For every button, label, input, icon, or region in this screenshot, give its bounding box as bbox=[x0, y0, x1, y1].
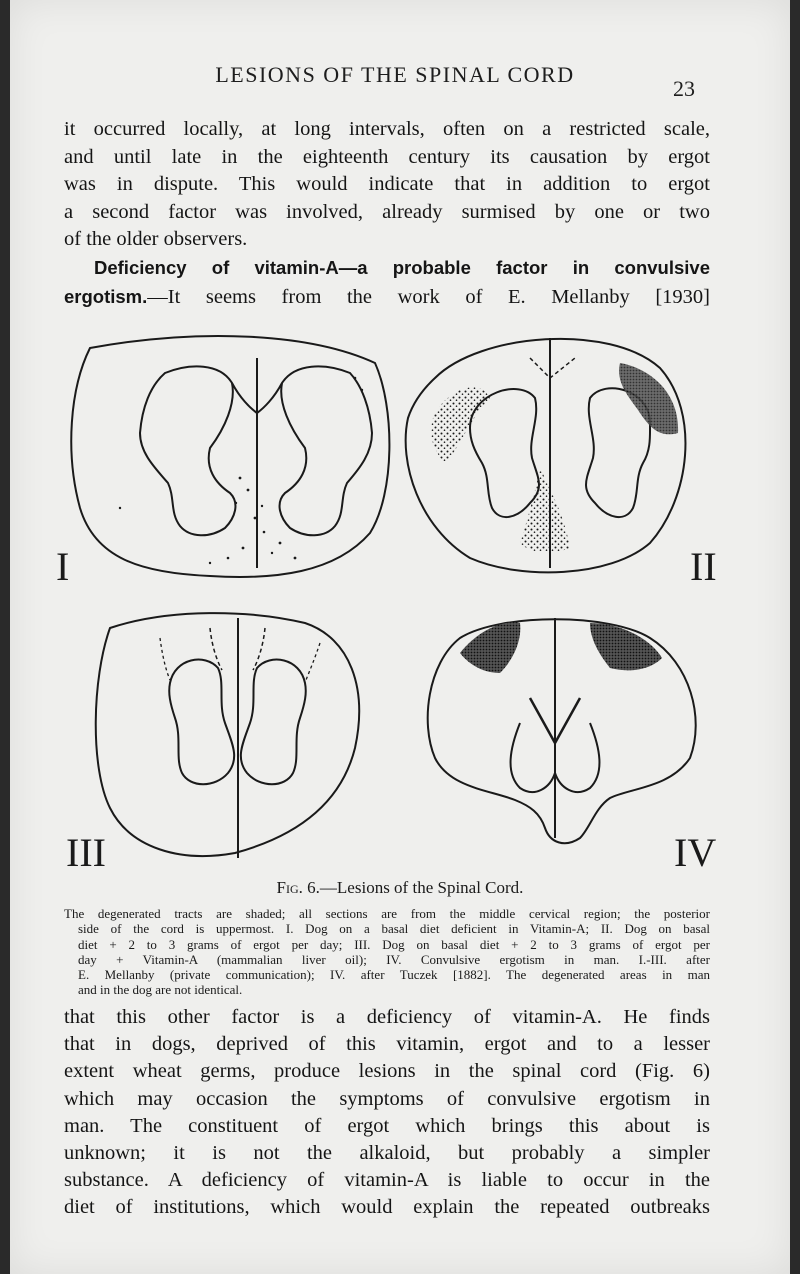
figure-number: Fig. 6. bbox=[276, 878, 320, 897]
section-iv-lesion-right bbox=[590, 623, 662, 670]
figure-caption-body bbox=[64, 906, 710, 998]
label-ii: II bbox=[690, 544, 717, 589]
figure-caption-title bbox=[10, 878, 790, 898]
text-line: it occurred locally, at long intervals, often on a restricted scale, bbox=[64, 118, 710, 140]
section-heading-end: ergotism. bbox=[64, 285, 148, 307]
section-iv-lesion-left bbox=[460, 622, 520, 673]
text-line: a second factor was involved, already surmised by one or two bbox=[64, 200, 710, 223]
figure-spinal-cord-sections bbox=[50, 318, 730, 878]
figure-drawing bbox=[50, 318, 730, 878]
text-line: unknown; it is not the alkaloid, but probably a simpler bbox=[64, 1142, 710, 1165]
section-ii-lesion-left bbox=[431, 387, 490, 463]
text-line: extent wheat germs, produce lesions in the spinal cord (Fig. 6) bbox=[64, 1060, 710, 1083]
caption-line: diet + 2 to 3 grams of ergot per day; III. Dog on basal diet + 2 to 3 grams of ergot per bbox=[78, 936, 710, 952]
text-line: was in dispute. This would indicate that in addition to ergot bbox=[64, 173, 710, 196]
section-ii-lesion-right bbox=[619, 363, 678, 434]
caption-line: The degenerated tracts are shaded; all sections are from the middle cervical region; the posterior bbox=[64, 906, 710, 921]
caption-line: and in the dog are not identical. bbox=[78, 982, 243, 998]
section-iii bbox=[96, 613, 359, 858]
text-line: and until late in the eighteenth century its causation by ergot bbox=[64, 145, 710, 168]
running-title: LESIONS OF THE SPINAL CORD bbox=[215, 62, 575, 87]
caption-line: E. Mellanby (private communication); IV. after Tuczek [1882]. The degenerated areas in man bbox=[78, 967, 710, 983]
text-line: substance. A deficiency of vitamin-A is liable to occur in the bbox=[64, 1169, 710, 1192]
text-line: that in dogs, deprived of this vitamin, ergot and to a lesser bbox=[64, 1033, 710, 1056]
page-number: 23 bbox=[673, 76, 695, 101]
section-lead-text: —It seems from the work of E. Mellanby [1930] bbox=[147, 285, 710, 308]
section-i-degeneration-dots bbox=[119, 377, 363, 565]
caption-line: day + Vitamin-A (mammalian liver oil); IV. Convulsive ergotism in man. I.-III. after bbox=[78, 951, 710, 967]
section-heading-line bbox=[64, 254, 710, 283]
label-i: I bbox=[56, 544, 70, 589]
label-iii: III bbox=[66, 830, 106, 875]
text-line: of the older observers. bbox=[64, 228, 248, 251]
section-heading-line-2 bbox=[64, 283, 710, 312]
section-ii-lesion-ventral bbox=[520, 468, 570, 553]
text-line: which may occasion the symptoms of convulsive ergotism in bbox=[64, 1087, 710, 1110]
text-line: man. The constituent of ergot which brings this about is bbox=[64, 1114, 710, 1137]
caption-line: side of the cord is uppermost. I. Dog on a basal diet deficient in Vitamin-A; II. Dog on basal bbox=[78, 921, 710, 937]
running-head bbox=[10, 62, 790, 101]
paragraph-top bbox=[64, 116, 710, 311]
text-line: diet of institutions, which would explain the repeated outbreaks bbox=[64, 1196, 710, 1219]
section-i bbox=[71, 336, 389, 577]
section-heading: Deficiency of vitamin-A—a probable factor in convulsive bbox=[94, 256, 710, 278]
book-page bbox=[10, 0, 790, 1274]
text-line: that this other factor is a deficiency of vitamin-A. He finds bbox=[64, 1006, 710, 1028]
paragraph-bottom bbox=[64, 1004, 710, 1222]
figure-title: —Lesions of the Spinal Cord. bbox=[319, 878, 524, 897]
label-iv: IV bbox=[674, 830, 717, 875]
